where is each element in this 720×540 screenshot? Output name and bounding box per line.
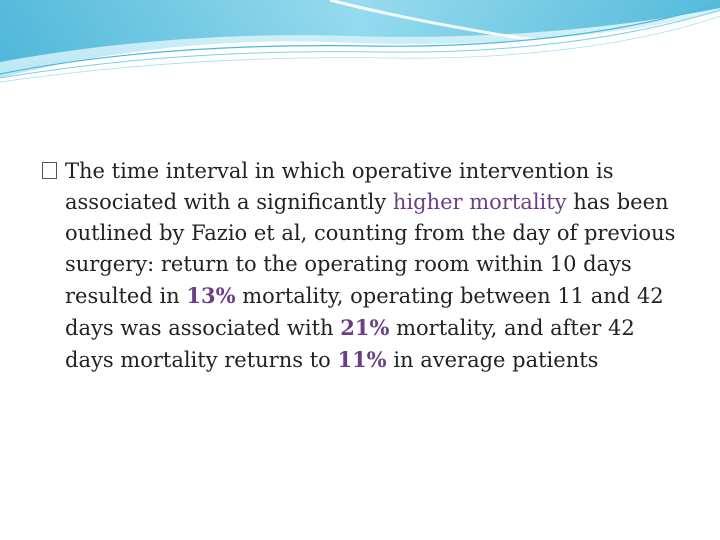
bullet-box-icon (42, 162, 57, 179)
text-segment: has been outlined by Fazio et al, counting from the day of previous surgery: return to the operating room within 10 days resulted in (65, 190, 676, 308)
text-segment: The time interval in which operative intervention is associated with a significantly (65, 159, 614, 214)
text-segment: in average patients (386, 348, 599, 372)
text-segment: mortality, operating between 11 and 42 days was associated with (65, 284, 664, 340)
header-wave-decoration (0, 0, 720, 90)
highlight-21-percent: 21% (340, 315, 390, 340)
highlight-13-percent: 13% (186, 283, 236, 308)
bullet-paragraph (42, 156, 682, 376)
highlight-higher-mortality: higher mortality (392, 190, 567, 214)
body-text (42, 156, 682, 376)
text-segment: mortality, and after 42 days mortality returns to (65, 316, 635, 372)
highlight-11-percent: 11% (337, 347, 387, 372)
